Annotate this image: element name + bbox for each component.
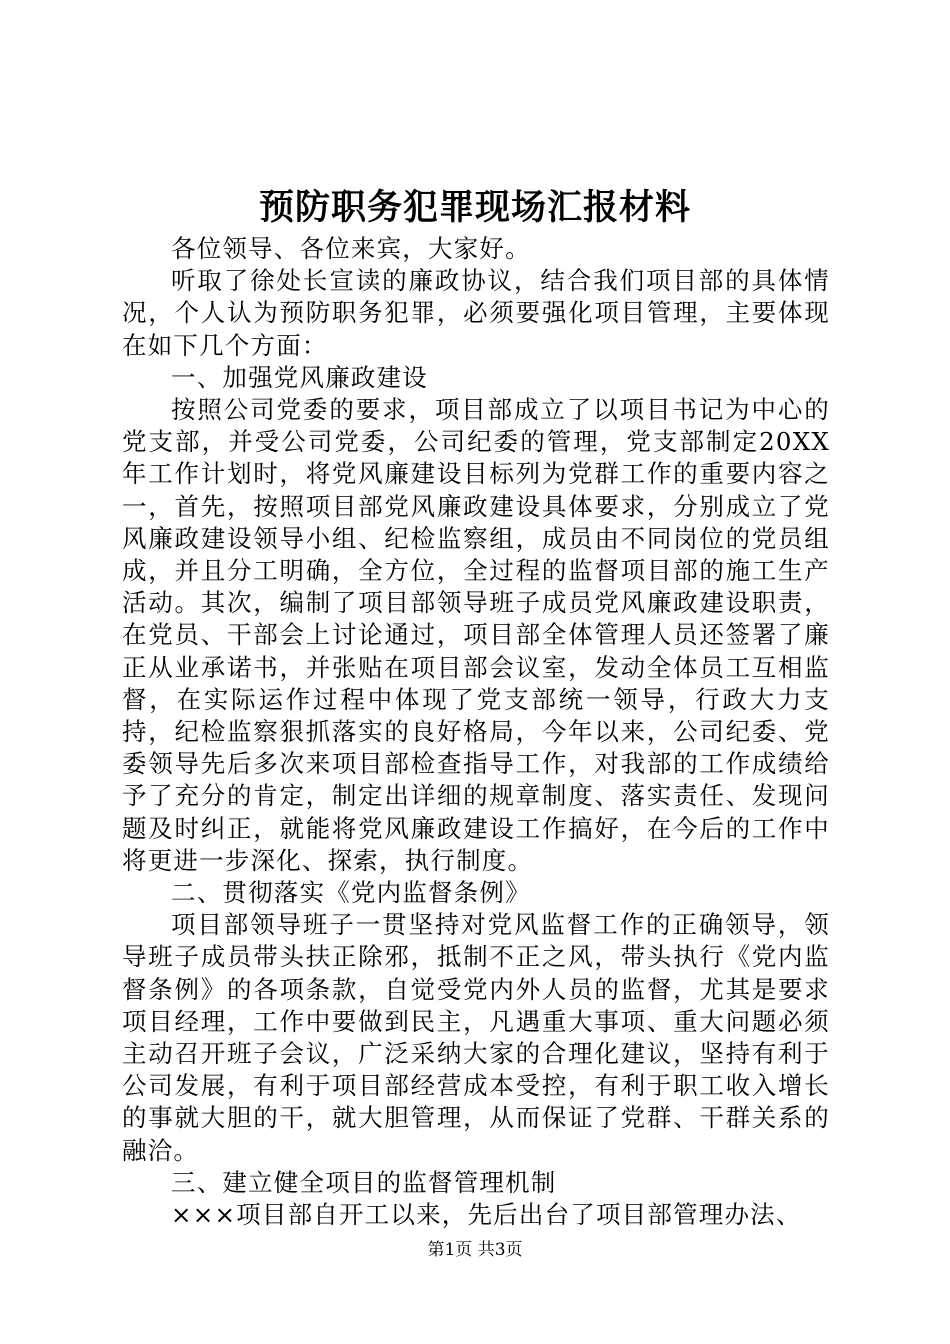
paragraph-section-2: 项目部领导班子一贯坚持对党风监督工作的正确领导，领导班子成员带头扶正除邪，抵制不正之风，带头执行《党内监督条例》的各项条款，自觉受党内外人员的监督，尤其是要求项目经理，工作中要做到民主，凡遇重大事项、重大问题必须主动召开班子会议，广泛采纳大家的合理化建议，坚持有利于公司发展，有利于项目部经营成本受控，有利于职工收入增长的事就大胆的干，就大胆管理，从而保证了党群、干群关系的融洽。 [122, 910, 830, 1165]
paragraph-section-1: 按照公司党委的要求，项目部成立了以项目书记为中心的党支部，并受公司党委，公司纪委的管理，党支部制定20XX年工作计划时，将党风廉建设目标列为党群工作的重要内容之一，首先，按照项目部党风廉政建设具体要求，分别成立了党风廉政建设领导小组、纪检监察组，成员由不同岗位的党员组成，并且分工明确，全方位，全过程的监督项目部的施工生产活动。其次，编制了项目部领导班子成员党风廉政建设职责，在党员、干部会上讨论通过，项目部全体管理人员还签署了廉正从业承诺书，并张贴在项目部会议室，发动全体员工互相监督，在实际运作过程中体现了党支部统一领导，行政大力支持，纪检监察狠抓落实的良好格局，今年以来，公司纪委、党委领导先后多次来项目部检查指导工作，对我部的工作成绩给予了充分的肯定，制定出详细的规章制度、落实责任、发现问题及时纠正，就能将党风廉政建设工作搞好，在今后的工作中将更进一步深化、探索，执行制度。 [122, 395, 830, 875]
section-heading-1: 一、加强党风廉政建设 [171, 362, 428, 392]
section-heading-2: 二、贯彻落实《党内监督条例》 [171, 878, 531, 908]
paragraph-section-3: ×××项目部自开工以来，先后出台了项目部管理办法、 [171, 1200, 802, 1230]
paragraph-greeting: 各位领导、各位来宾，大家好。 [171, 234, 531, 263]
paragraph-intro: 听取了徐处长宣读的廉政协议，结合我们项目部的具体情况，个人认为预防职务犯罪，必须要强化项目管理，主要体现在如下几个方面： [122, 266, 830, 360]
page-number-footer: 第1页 共3页 [427, 1240, 523, 1260]
document-body [122, 233, 830, 1231]
document-title: 预防职务犯罪现场汇报材料 [258, 187, 691, 228]
section-heading-3: 三、建立健全项目的监督管理机制 [171, 1167, 557, 1197]
